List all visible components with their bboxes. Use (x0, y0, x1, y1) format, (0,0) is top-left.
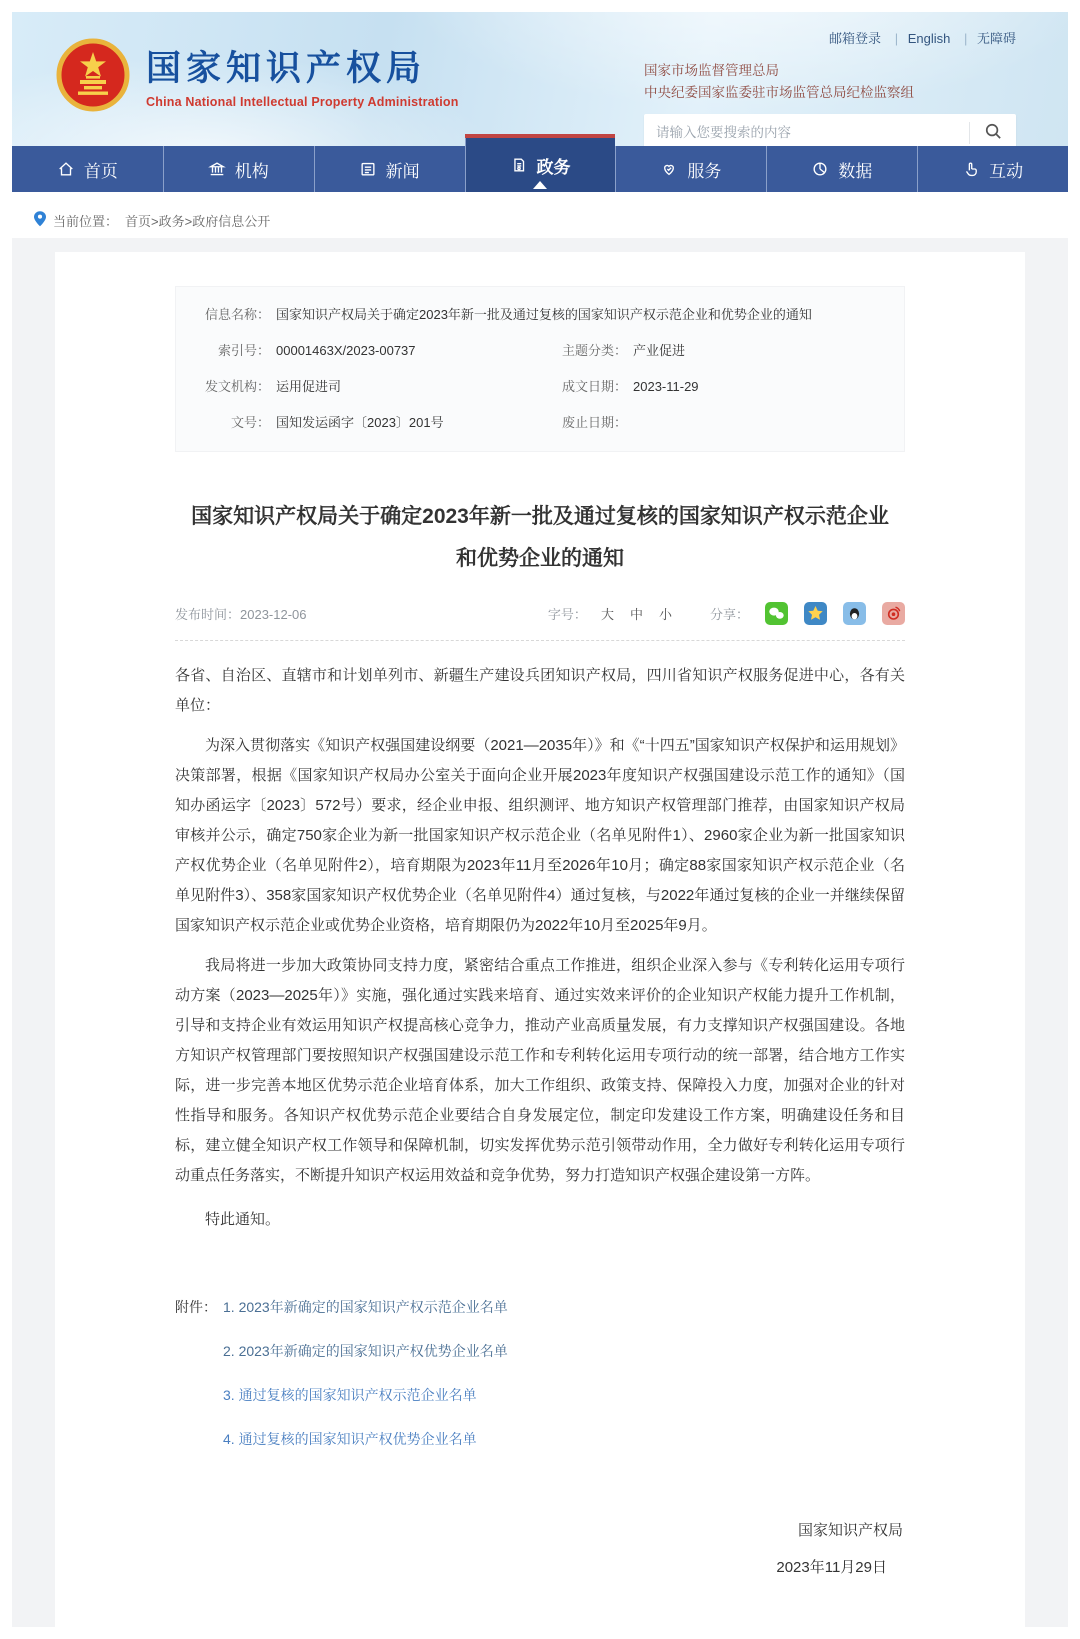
meta-label-topic: 主题分类： (561, 343, 627, 358)
site-subtitle: China National Intellectual Property Administration (146, 95, 459, 109)
meta-label-date-written: 成文日期： (561, 379, 627, 394)
wechat-share-icon[interactable] (765, 602, 788, 625)
nav-item-services[interactable] (615, 146, 766, 192)
pie-chart-icon (811, 160, 829, 178)
divider (175, 640, 905, 641)
document-title: 国家知识产权局关于确定2023年新一批及通过复核的国家知识产权示范企业和优势企业的通知 (191, 505, 889, 570)
utility-links (644, 28, 1016, 47)
related-gov-links (644, 60, 1016, 105)
meta-value-date-written: 2023-11-29 (633, 379, 699, 394)
nav-label: 政务 (536, 157, 571, 177)
national-emblem-icon (56, 38, 130, 112)
paragraph: 为深入贯彻落实《知识产权强国建设纲要（2021—2035年）》和《“十四五”国家知识产权保护和运用规划》决策部署，根据《国家知识产权局办公室关于面向企业开展2023年度知识产权强国建设示范工作的通知》（国知办函运字〔2023〕572号）要求，经企业申报、组织测评、地方知识产权管理部门推荐，由国家知识产权局审核并公示，确定750家企业为新一批国家知识产权示范企业（名单见附件1）、2960家企业为新一批国家知识产权优势企业（名单见附件2），培育期限为2023年11月至2026年10月；确定88家国家知识产权示范企业（名单见附件3）、358家国家知识产权优势企业（名单见附件4）通过复核，与2022年通过复核的企业一并继续保留国家知识产权示范企业或优势企业资格，培育期限仍为2022年10月至2025年9月。 (175, 737, 905, 934)
font-size-small-button[interactable]: 小 (658, 607, 672, 622)
list-item (223, 1337, 508, 1365)
document-body (175, 661, 905, 1235)
samr-link[interactable]: 国家市场监督管理总局 (644, 63, 779, 78)
meta-label-issuer: 发文机构： (204, 379, 270, 394)
meta-value-info-name: 国家知识产权局关于确定2023年新一批及通过复核的国家知识产权示范企业和优势企业的通知 (276, 307, 812, 322)
breadcrumb-path[interactable]: 首页>政务>政府信息公开 (125, 213, 271, 229)
home-icon (57, 160, 75, 178)
share-label: 分享： (709, 607, 749, 622)
site-title: 国家知识产权局 (146, 49, 427, 88)
paragraph: 我局将进一步加大政策协同支持力度，紧密结合重点工作推进，组织企业深入参与《专利转化运用专项行动方案（2023—2025年）》实施，强化通过实践来培育、通过实效来评价的企业知识产权能力提升工作机制，引导和支持企业有效运用知识产权提高核心竞争力，推动产业高质量发展，有力支撑知识产权强国建设。各地方知识产权管理部门要按照知识产权强国建设示范工作和专利转化运用专项行动的统一部署，结合地方工作实际，进一步完善本地区优势示范企业培育体系，加大工作组织、政策支持、保障投入力度，加强对企业的针对性指导和服务。各知识产权优势示范企业要结合自身发展定位，制定印发建设工作方案，明确建设任务和目标，建立健全知识产权工作领导和保障机制，切实发挥优势示范引领带动作用，全力做好专利转化运用专项行动重点任务落实，不断提升知识产权运用效益和竞争优势，努力打造知识产权强企建设第一方阵。 (175, 957, 905, 1184)
nav-item-home[interactable] (12, 146, 163, 192)
document-card (55, 252, 1025, 1627)
nav-label: 机构 (234, 161, 269, 181)
gov-affairs-icon (510, 156, 528, 174)
attachment-link-4[interactable]: 4. 通过复核的国家知识产权优势企业名单 (223, 1431, 477, 1447)
font-size-large-button[interactable]: 大 (600, 607, 614, 622)
publish-row (175, 602, 905, 625)
meta-label-info-name: 信息名称： (204, 307, 270, 322)
signer-name: 国家知识产权局 (797, 1522, 903, 1539)
list-item (223, 1381, 508, 1409)
search-icon (984, 122, 1003, 144)
nav-item-institution[interactable] (163, 146, 314, 192)
mail-login-link[interactable]: 邮箱登录 (829, 31, 882, 46)
meta-value-index: 00001463X/2023-00737 (276, 343, 416, 358)
meta-value-repeal-date (633, 405, 894, 441)
main-nav (12, 146, 1068, 192)
signature-date: 2023年11月29日 (776, 1559, 887, 1576)
meta-label-doc-no: 文号： (230, 415, 270, 430)
meta-label-index: 索引号： (217, 343, 270, 358)
search-input[interactable] (656, 125, 969, 140)
salutation: 各省、自治区、直辖市和计划单列市、新疆生产建设兵团知识产权局，四川省知识产权服务促进中心，各有关单位： (175, 667, 905, 714)
qq-share-icon[interactable] (843, 602, 866, 625)
font-size-medium-button[interactable]: 中 (629, 607, 643, 622)
news-icon (359, 160, 377, 178)
article-tools (548, 602, 905, 625)
page (12, 12, 1068, 1627)
breadcrumb (12, 202, 1068, 238)
divider: | (963, 31, 968, 46)
nav-label: 新闻 (385, 161, 420, 181)
attachments-label: 附件： (175, 1299, 217, 1315)
service-heart-icon (660, 160, 678, 178)
brand-text (146, 41, 459, 109)
list-item (223, 1425, 508, 1453)
attachment-link-1[interactable]: 1. 2023年新确定的国家知识产权示范企业名单 (223, 1299, 508, 1315)
location-pin-icon (34, 211, 46, 230)
weibo-share-icon[interactable] (882, 602, 905, 625)
attachments-list (223, 1293, 508, 1469)
meta-label-repeal-date: 废止日期： (561, 415, 627, 430)
discipline-inspection-link[interactable]: 中央纪委国家监委驻市场监管总局纪检监察组 (644, 85, 914, 101)
attachment-link-3[interactable]: 3. 通过复核的国家知识产权示范企业名单 (223, 1387, 477, 1403)
nav-item-gov-affairs[interactable] (465, 134, 616, 192)
qzone-share-icon[interactable] (804, 602, 827, 625)
nav-label: 数据 (838, 161, 873, 181)
nav-item-interact[interactable] (917, 146, 1068, 192)
attachments (175, 1293, 905, 1469)
page-body (12, 202, 1068, 1627)
meta-value-doc-no: 国知发运函字〔2023〕201号 (276, 415, 444, 430)
accessibility-link[interactable]: 无障碍 (976, 31, 1016, 46)
signature-block (175, 1519, 905, 1577)
meta-value-issuer: 运用促进司 (276, 379, 342, 394)
nav-label: 互动 (989, 161, 1024, 181)
nav-item-data[interactable] (766, 146, 917, 192)
document-meta-table (175, 286, 905, 452)
attachment-link-2[interactable]: 2. 2023年新确定的国家知识产权优势企业名单 (223, 1343, 508, 1359)
brand (56, 38, 459, 112)
nav-item-news[interactable] (314, 146, 465, 192)
english-link[interactable]: English (907, 31, 951, 46)
masthead (12, 12, 1068, 146)
header-right (644, 28, 1016, 152)
publish-time: 发布时间：2023-12-06 (175, 607, 307, 622)
nav-label: 首页 (83, 161, 118, 181)
breadcrumb-label: 当前位置： (53, 213, 119, 229)
closing-line: 特此通知。 (205, 1211, 281, 1228)
nav-label: 服务 (687, 161, 722, 181)
divider: | (894, 31, 899, 46)
institution-icon (208, 160, 226, 178)
pointing-hand-icon (962, 160, 980, 178)
font-size-label: 字号： (547, 607, 587, 622)
meta-value-topic: 产业促进 (633, 343, 686, 358)
list-item (223, 1293, 508, 1321)
